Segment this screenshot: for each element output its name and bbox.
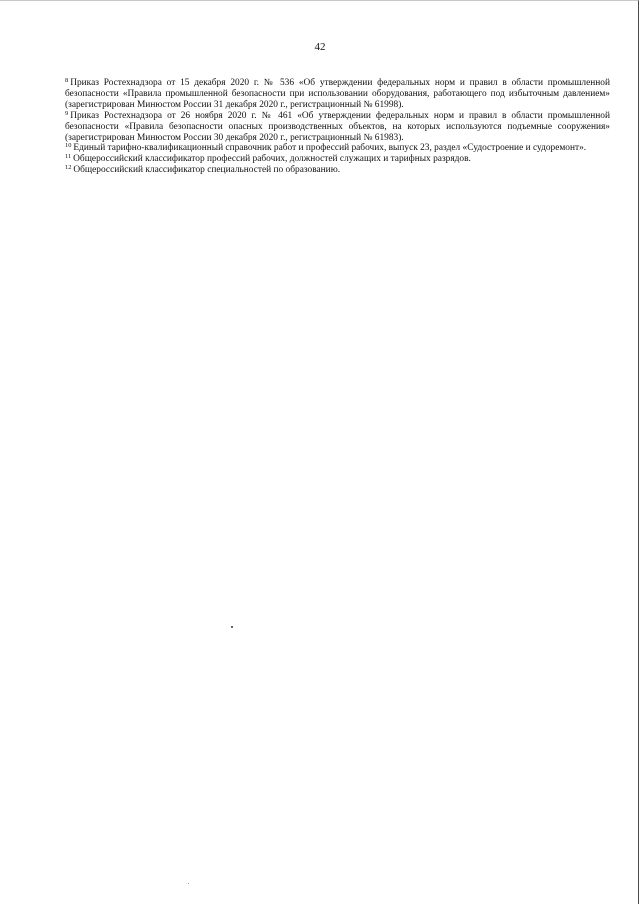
scan-speck [188,883,189,884]
footnote-text: Приказ Ростехнадзора от 15 декабря 2020 г. № 536 «Об утверждении федеральных норм и правил в области промышленной безопасности «Правила промышленной безопасности при использовании оборудования, работающего под избыточным давлением» (зарегистрирован Минюстом России 31 декабря 2020 г., регистрационный № 61998). [65,78,610,110]
footnote-marker: 11 [65,153,72,161]
footnote-11 [65,154,610,165]
footnote-marker: 12 [65,164,72,172]
footnote-text: Приказ Ростехнадзора от 26 ноября 2020 г. № 461 «Об утверждении федеральных норм и правил в области промышленной безопасности «Правила безопасности опасных производственных объектов, на которых используются подъемные сооружения» (зарегистрирован Минюстом России 30 декабря 2020 г., регистрационный № 61983). [65,110,610,143]
page-number: 42 [314,41,326,53]
footnote-marker: 9 [65,109,69,117]
footnote-marker: 8 [65,77,69,84]
footnote-8 [65,78,610,111]
footnote-marker: 10 [65,142,72,150]
footnote-text: Общероссийский классификатор профессий рабочих, должностей служащих и тарифных разрядов. [73,154,471,165]
footnotes-section [65,78,610,176]
footnote-12 [65,165,610,176]
scan-speck [231,626,233,628]
footnote-text: Общероссийский классификатор специальностей по образованию. [73,165,341,176]
footnote-text: Единый тарифно-квалификационный справочник работ и профессий рабочих, выпуск 23, раздел «Судостроение и судоремонт». [73,143,587,154]
footnote-9 [65,111,610,144]
footnote-10 [65,143,610,154]
